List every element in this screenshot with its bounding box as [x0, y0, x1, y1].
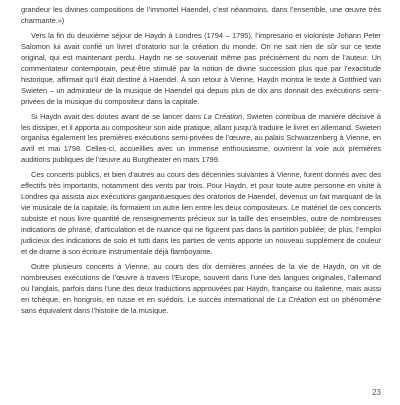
work-title-italic: La Création	[203, 111, 243, 121]
paragraph-3-text-a: Si Haydn avait des doutes avant de se lancer dans	[31, 111, 204, 121]
paragraph-4	[21, 170, 381, 258]
page-number: 23	[372, 388, 381, 397]
paragraph-5-text-a: Outre plusieurs concerts à Vienne, au cours des dix dernières années de la vie de Haydn, on vit de nombreuses exécutions de l’œuvre à travers l’Europe, souvent dans l’une des langues originales, l’allemand ou l’anglais, parfois dans l’une des deux traductions approuvées par Haydn, française ou italienne, mais aussi en tchèque, en hongrois, en russe et en suédois. Le succès international de	[21, 261, 381, 304]
paragraph-5	[21, 262, 381, 317]
paragraph-3-text-b: , Swieten contribua de manière décisive à les dissiper, et il apporta au compositeur son aide pratique, allant jusqu’à traduire le livret en allemand. Swieten organisa également les premières exécutions semi-privées de l’œuvre, au palais Schwarzenberg à Vienne, en avril et mai 1798. Celles-ci, accueillies avec un immense enthousiasme, ouvrirent la voie aux premières auditions publiques de l’œuvre au Burgtheater en mars 1799.	[21, 111, 381, 165]
paragraph-4-text: Ces concerts publics, et bien d’autres au cours des décennies suivantes à Vienne, furent donnés avec des effectifs très importants, notamment des vents par trois. Pour Haydn, et pour toute autre personne en visite à Londres qui assista aux exécutions gargantuesques des oratorios de Haendel, devenus un fait marquant de la vie musicale de la capitale, ils formaient un autre lien entre les deux compositeurs. Le matériel de ces concerts subsiste et nous livre quantité de renseignements précieux sur la taille des ensembles, outre de nombreuses indications de phrasé, d’articulation et de nuance qui ne figurent pas dans la partition publiée; de plus, l’emploi judicieux des indications de solo et tutti dans les parties de vents apporte un nouveau supplément de couleur et de drame à son écriture instrumentale déjà flamboyante.	[21, 170, 381, 257]
paragraph-3	[21, 112, 381, 167]
paragraph-1	[21, 5, 381, 27]
paragraph-2-text: Vers la fin du deuxième séjour de Haydn à Londres (1794 – 1795), l’impresario et violoniste Johann Peter Salomon lui avait confié un livret d’oratorio sur la création du monde. On ne sait rien de sûr sur ce texte original, qui est maintenant perdu. Haydn ne se souvenait même pas précisément du nom de l’auteur. Un commentateur contemporain, peut-être stimulé par la notion de divine succession plus que par l’exactitude historique, affirmait qu’il était destiné à Haendel. À son retour à Vienne, Haydn montra le texte à Gottfried van Swieten – un admirateur de la musique de Haendel qui depuis plus de dix ans donnait des exécutions semi-privées de la musique du compositeur dans la capitale.	[21, 30, 381, 106]
work-title-italic: La Création	[277, 294, 317, 304]
paragraph-5-text-b: est un phénomène sans équivalent dans l’histoire de la musique.	[21, 294, 381, 315]
body-text	[21, 5, 381, 321]
paragraph-1-text: grandeur les divines compositions de l’immortel Haendel, c’est néanmoins, dans l’ensemble, une œuvre très charmante.»)	[21, 5, 381, 25]
paragraph-2	[21, 31, 381, 108]
